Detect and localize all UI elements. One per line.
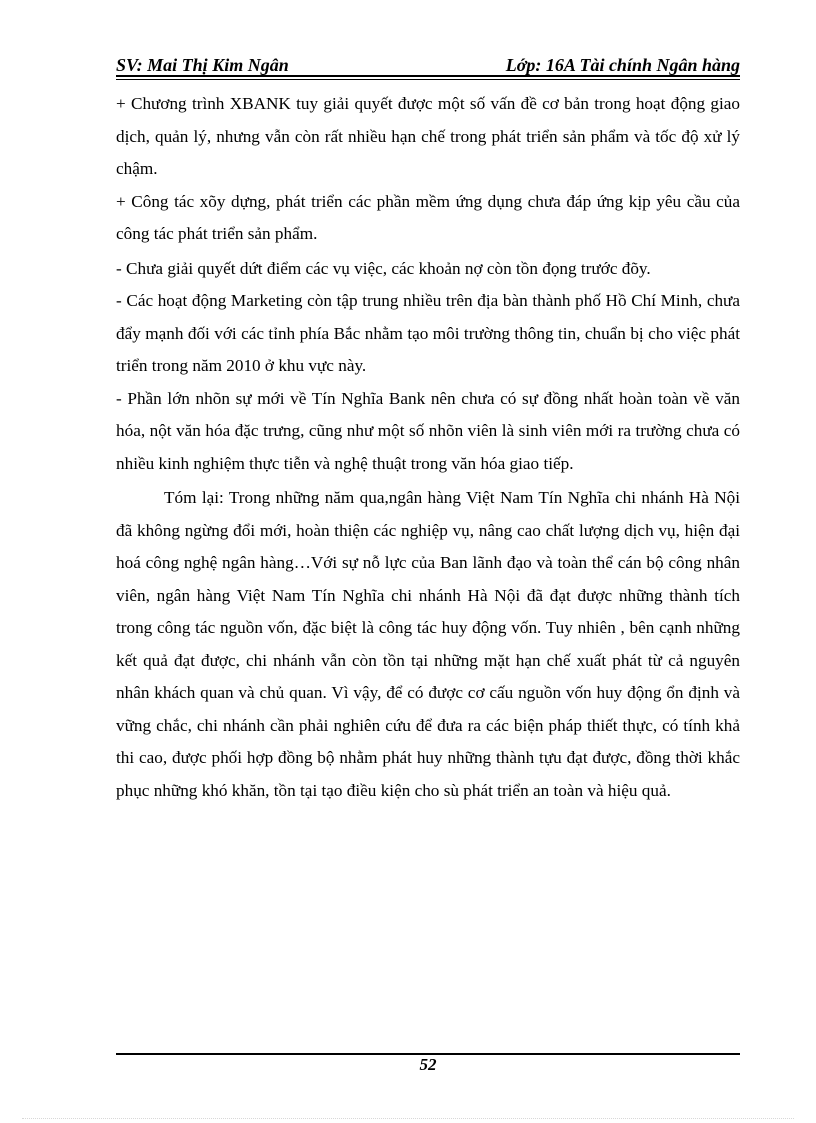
paragraph-debts: - Chưa giải quyết dứt điểm các vụ việc, các khoản nợ còn tồn đọng trước đõy.	[116, 258, 651, 278]
paragraph-staff: - Phần lớn nhõn sự mới về Tín Nghĩa Bank nên chưa có sự đồng nhất hoàn toàn về văn hóa, nột văn hóa đặc trưng, cũng như một số nhõn viên là sinh viên mới ra trường chưa có nhiều kinh nghiệm thực tiễn và nghệ thuật trong văn hóa giao tiếp.	[116, 388, 740, 473]
header-student-name: SV: Mai Thị Kim Ngân	[116, 55, 289, 75]
paragraph-software: + Công tác xõy dựng, phát triển các phần mềm ứng dụng chưa đáp ứng kịp yêu cầu của công tác phát triển sản phẩm.	[116, 191, 740, 243]
paragraph-summary: Tóm lại: Trong những năm qua,ngân hàng Việt Nam Tín Nghĩa chi nhánh Hà Nội đã không ngừng đổi mới, hoàn thiện các nghiệp vụ, nâng cao chất lượng dịch vụ, hiện đại hoá công nghệ ngân hàng…Với sự nỗ lực của Ban lãnh đạo và toàn thể cán bộ công nhân viên, ngân hàng Việt Nam Tín Nghĩa chi nhánh Hà Nội đã đạt được những thành tích trong công tác nguồn vốn, đặc biệt là công tác huy động vốn. Tuy nhiên , bên cạnh những kết quả đạt được, chi nhánh vẫn còn tồn tại những mặt hạn chế xuất phát từ cả nguyên nhân khách quan và chủ quan. Vì vậy, để có được cơ cấu nguồn vốn huy động ổn định và vững chắc, chi nhánh cần phải nghiên cứu để đưa ra các biện pháp thiết thực, có tính khả thi cao, được phối hợp đồng bộ nhằm phát huy những thành tựu đạt được, đồng thời khắc phục những khó khăn, tồn tại tạo điều kiện cho sù phát triển an toàn và hiệu quả.	[116, 488, 740, 800]
header-class-name: Lớp: 16A Tài chính Ngân hàng	[505, 55, 740, 75]
page-header	[116, 48, 740, 76]
paragraph-xbank: + Chương trình XBANK tuy giải quyết được một số vấn đề cơ bản trong hoạt động giao dịch, quản lý, nhưng vẫn còn rất nhiều hạn chế trong phát triển sản phẩm và tốc độ xử lý chậm.	[116, 94, 740, 178]
page-edge-divider	[22, 1118, 794, 1119]
paragraph-marketing: - Các hoạt động Marketing còn tập trung nhiều trên địa bàn thành phố Hồ Chí Minh, chưa đẩy mạnh đối với các tỉnh phía Bắc nhằm tạo môi trường thông tin, chuẩn bị cho việc phát triển trong năm 2010 ở khu vực này.	[116, 291, 740, 375]
header-rule-thick	[116, 75, 740, 77]
page-number: 52	[419, 1055, 437, 1074]
page-body	[116, 88, 740, 807]
header-rule-thin	[116, 79, 740, 80]
